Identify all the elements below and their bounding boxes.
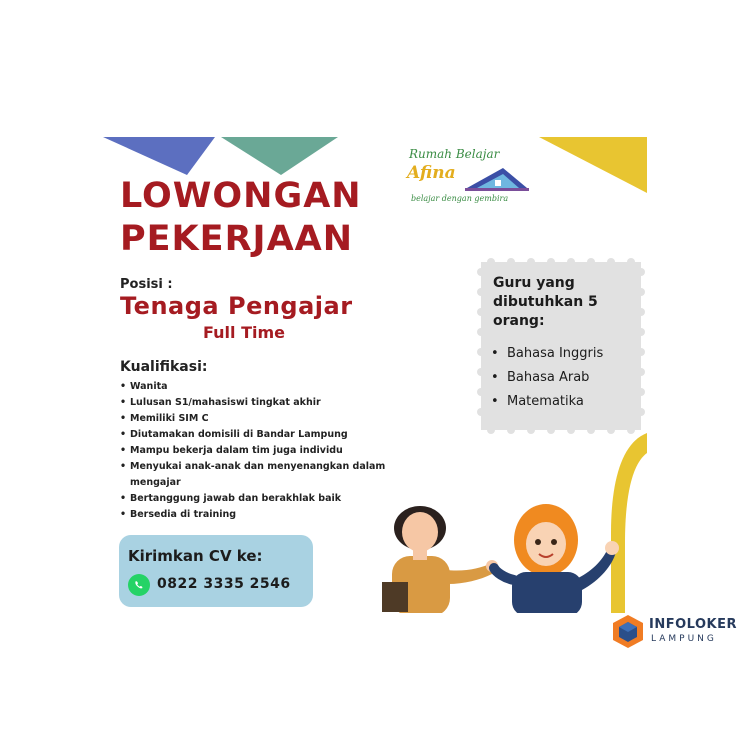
job-poster	[103, 137, 647, 613]
contact-title: Kirimkan CV ke:	[128, 547, 263, 565]
footer-sub: LAMPUNG	[651, 634, 717, 644]
green-triangle-decoration	[221, 137, 346, 177]
qualification-item: • Lulusan S1/mahasiswi tingkat akhir	[120, 395, 390, 411]
qualification-item: • Mampu bekerja dalam tim juga individu	[120, 443, 390, 459]
logo-tagline: belajar dengan gembira	[411, 194, 509, 203]
position-title: Tenaga Pengajar	[120, 292, 353, 320]
qualification-item: • Bersedia di training	[120, 507, 390, 523]
contact-phone: 0822 3335 2546	[157, 576, 291, 592]
house-roof-icon	[465, 166, 529, 192]
subject-item: • Matematika	[491, 390, 603, 414]
position-label: Posisi :	[120, 277, 173, 292]
teachers-illustration	[368, 492, 628, 613]
qualification-item: • Menyukai anak-anak dan menyenangkan dalam mengajar	[120, 459, 390, 491]
contact-box	[119, 535, 313, 607]
headline	[120, 175, 362, 261]
footer-name: INFOLOKER	[649, 617, 737, 632]
teacher-needs-title: Guru yang dibutuhkan 5 orang:	[493, 275, 598, 329]
rumah-belajar-afina-logo	[405, 142, 530, 208]
cube-icon	[612, 614, 644, 648]
whatsapp-icon	[128, 574, 150, 596]
logo-name: Afina	[407, 163, 456, 183]
teacher-needs-box	[477, 258, 645, 434]
blue-triangle-decoration	[103, 137, 218, 177]
subject-list	[491, 342, 603, 414]
qualification-item: • Diutamakan domisili di Bandar Lampung	[120, 427, 390, 443]
infoloker-lampung-logo	[612, 614, 742, 650]
qualifications-list	[120, 379, 390, 523]
qualification-item: • Memiliki SIM C	[120, 411, 390, 427]
headline-line-2: PEKERJAAN	[120, 219, 354, 259]
subject-item: • Bahasa Arab	[491, 366, 603, 390]
logo-top-text: Rumah Belajar	[409, 147, 500, 161]
qualification-item: • Wanita	[120, 379, 390, 395]
position-subtitle: Full Time	[203, 323, 285, 342]
qualification-item: • Bertanggung jawab dan berakhlak baik	[120, 491, 390, 507]
yellow-triangle-decoration	[539, 137, 647, 195]
subject-item: • Bahasa Inggris	[491, 342, 603, 366]
headline-line-1: LOWONGAN	[120, 176, 362, 216]
qualifications-title: Kualifikasi:	[120, 359, 208, 375]
